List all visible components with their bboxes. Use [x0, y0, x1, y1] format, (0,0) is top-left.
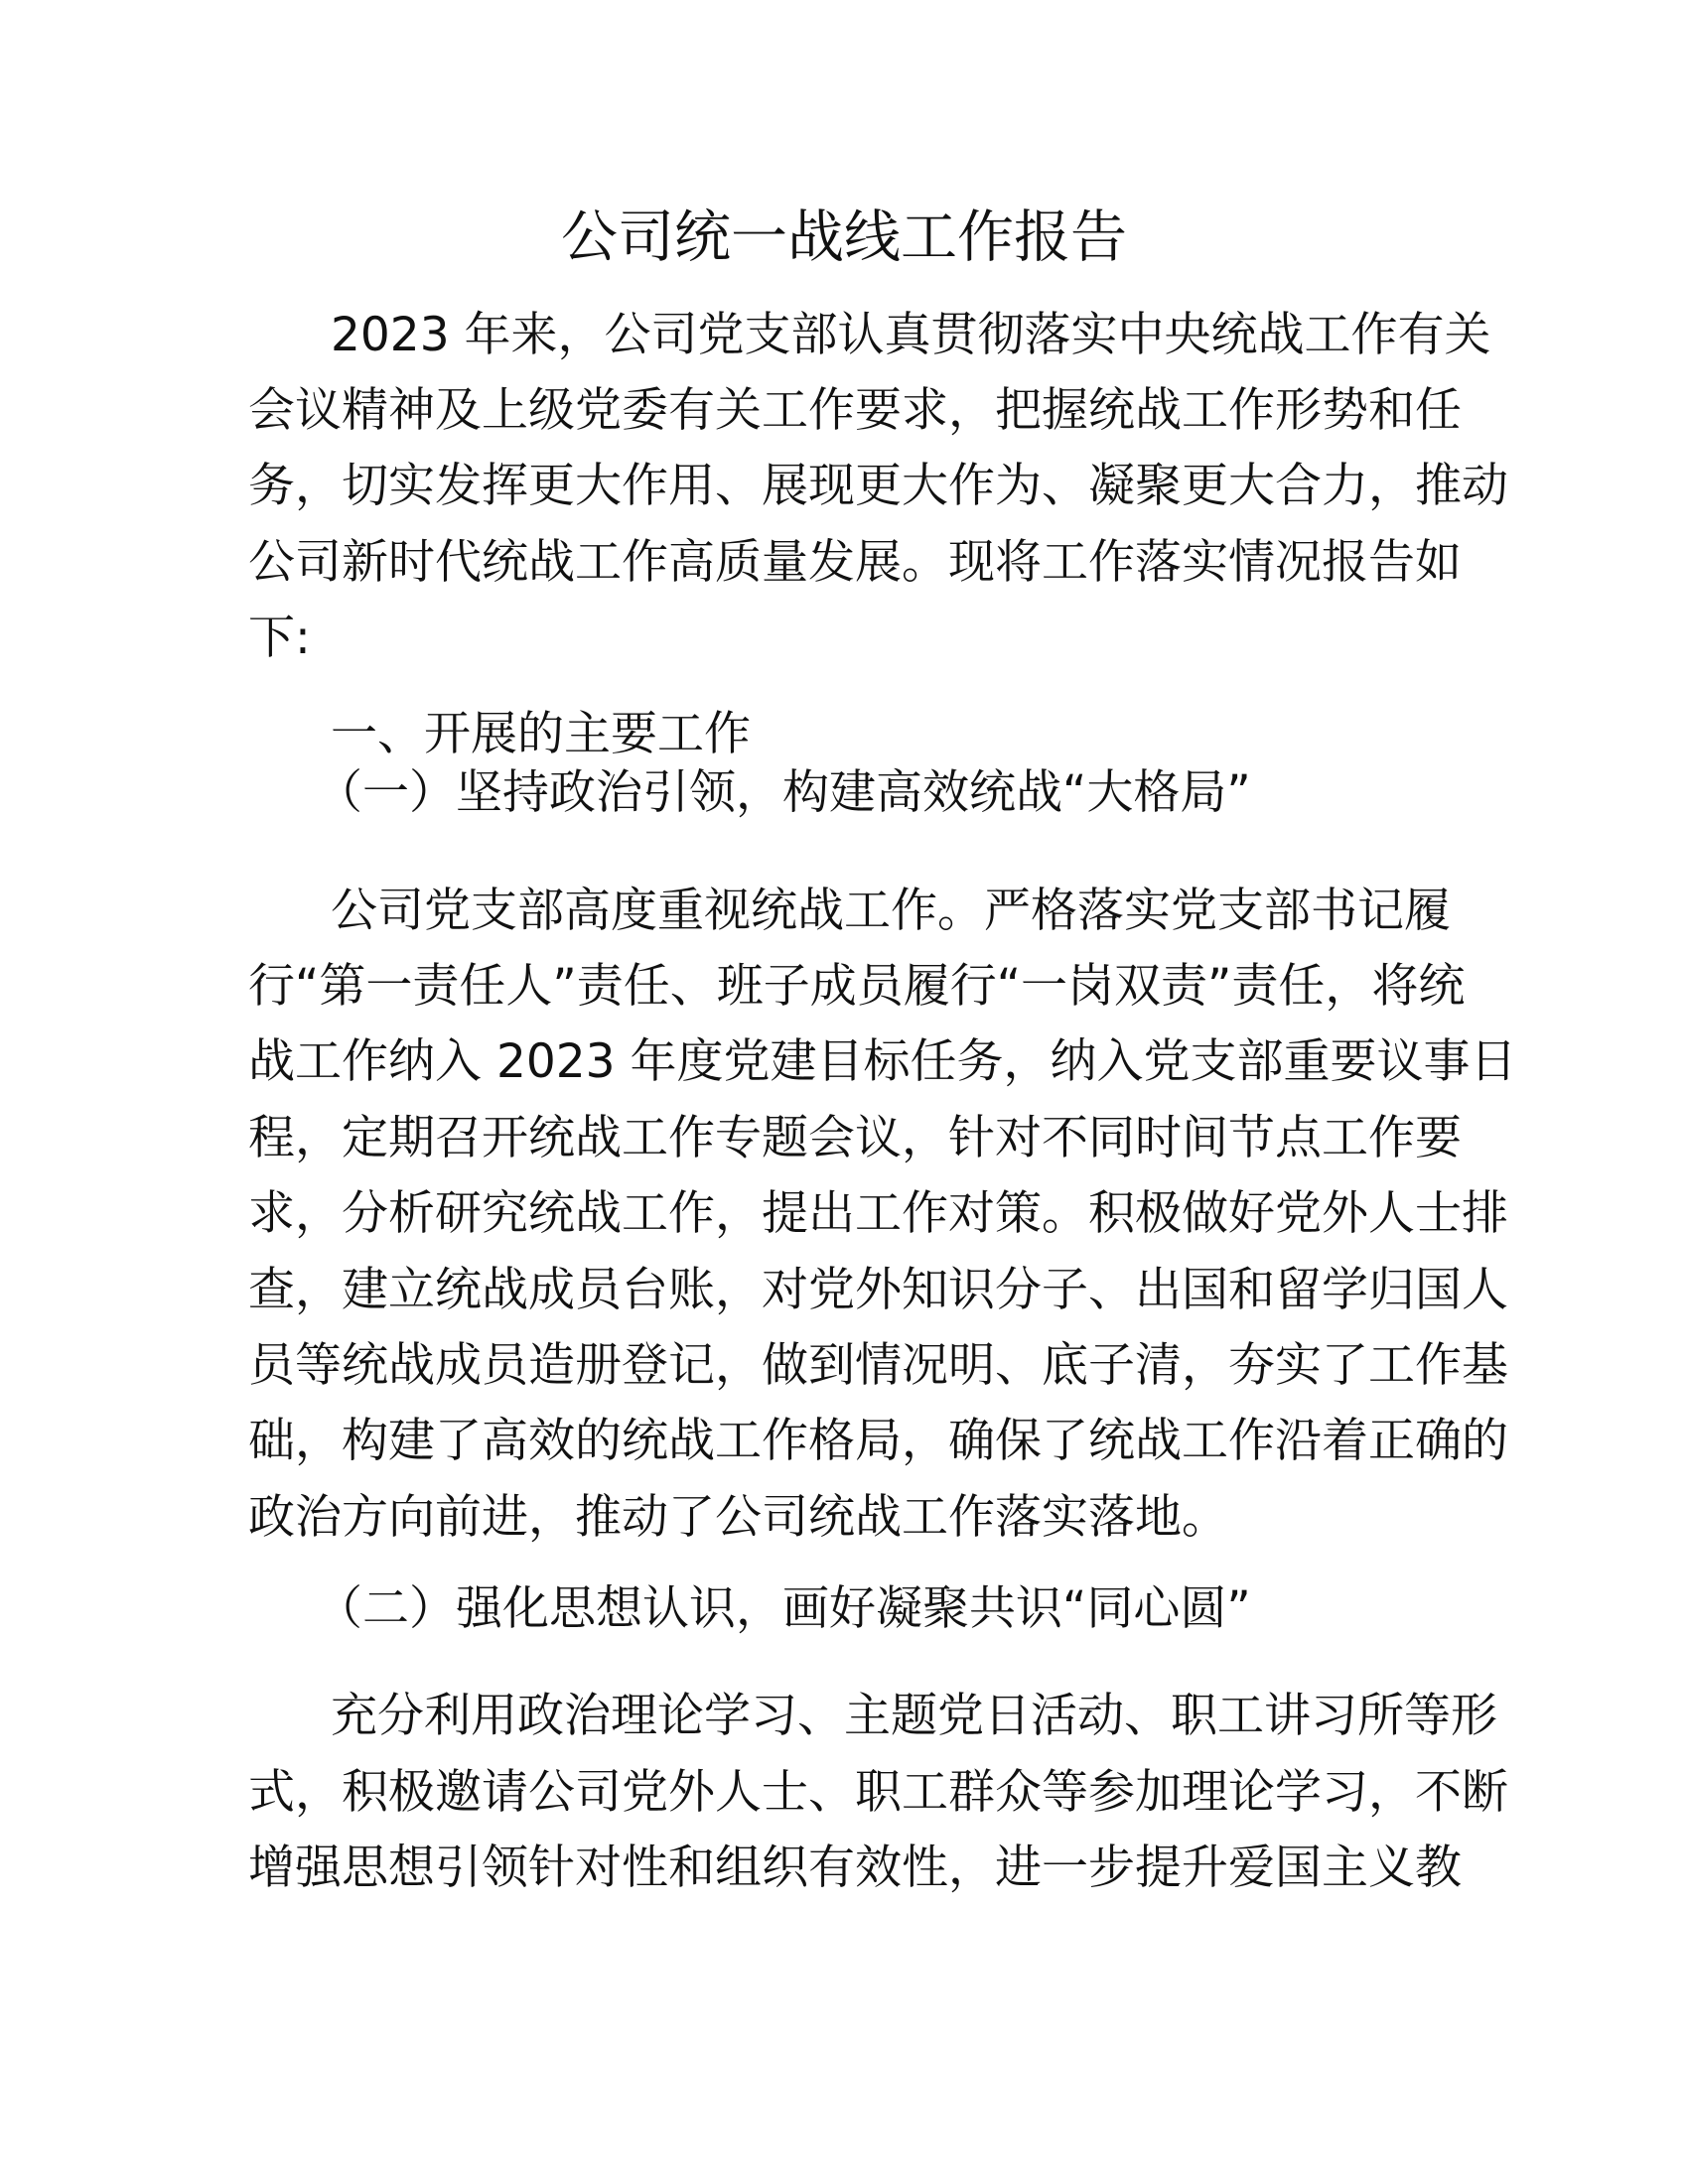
section-heading: 一、开展的主要工作	[331, 707, 751, 761]
paragraph-line: 务，切实发挥更大作用、展现更大作为、凝聚更大合力，推动	[248, 459, 1508, 513]
paragraph-line: 增强思想引领针对性和组织有效性，进一步提升爱国主义教	[248, 1841, 1462, 1895]
paragraph-line: 2023 年来，公司党支部认真贯彻落实中央统战工作有关	[331, 308, 1491, 362]
document-title: 公司统一战线工作报告	[561, 205, 1127, 270]
subsection-heading: （一）坚持政治引领，构建高效统战“大格局”	[316, 765, 1251, 820]
paragraph-line: 充分利用政治理论学习、主题党日活动、职工讲习所等形	[331, 1689, 1497, 1743]
paragraph-line: 员等统战成员造册登记，做到情况明、底子清，夯实了工作基	[248, 1338, 1508, 1393]
paragraph-line: 求，分析研究统战工作，提出工作对策。积极做好党外人士排	[248, 1186, 1508, 1241]
paragraph-line: 战工作纳入 2023 年度党建目标任务，纳入党支部重要议事日	[248, 1034, 1517, 1089]
paragraph-line: 公司党支部高度重视统战工作。严格落实党支部书记履	[331, 884, 1451, 938]
paragraph-line: 公司新时代统战工作高质量发展。现将工作落实情况报告如	[248, 535, 1462, 590]
paragraph-line: 会议精神及上级党委有关工作要求，把握统战工作形势和任	[248, 383, 1462, 438]
paragraph-line: 式，积极邀请公司党外人士、职工群众等参加理论学习，不断	[248, 1765, 1508, 1820]
subsection-heading: （二）强化思想认识，画好凝聚共识“同心圆”	[316, 1581, 1251, 1636]
paragraph-line: 查，建立统战成员台账，对党外知识分子、出国和留学归国人	[248, 1263, 1508, 1317]
paragraph-line: 础，构建了高效的统战工作格局，确保了统战工作沿着正确的	[248, 1414, 1508, 1468]
paragraph-line: 下:	[248, 611, 311, 665]
paragraph-line: 程，定期召开统战工作专题会议，针对不同时间节点工作要	[248, 1111, 1462, 1165]
paragraph-line: 政治方向前进，推动了公司统战工作落实落地。	[248, 1490, 1228, 1545]
paragraph-line: 行“第一责任人”责任、班子成员履行“一岗双责”责任，将统	[248, 959, 1466, 1014]
